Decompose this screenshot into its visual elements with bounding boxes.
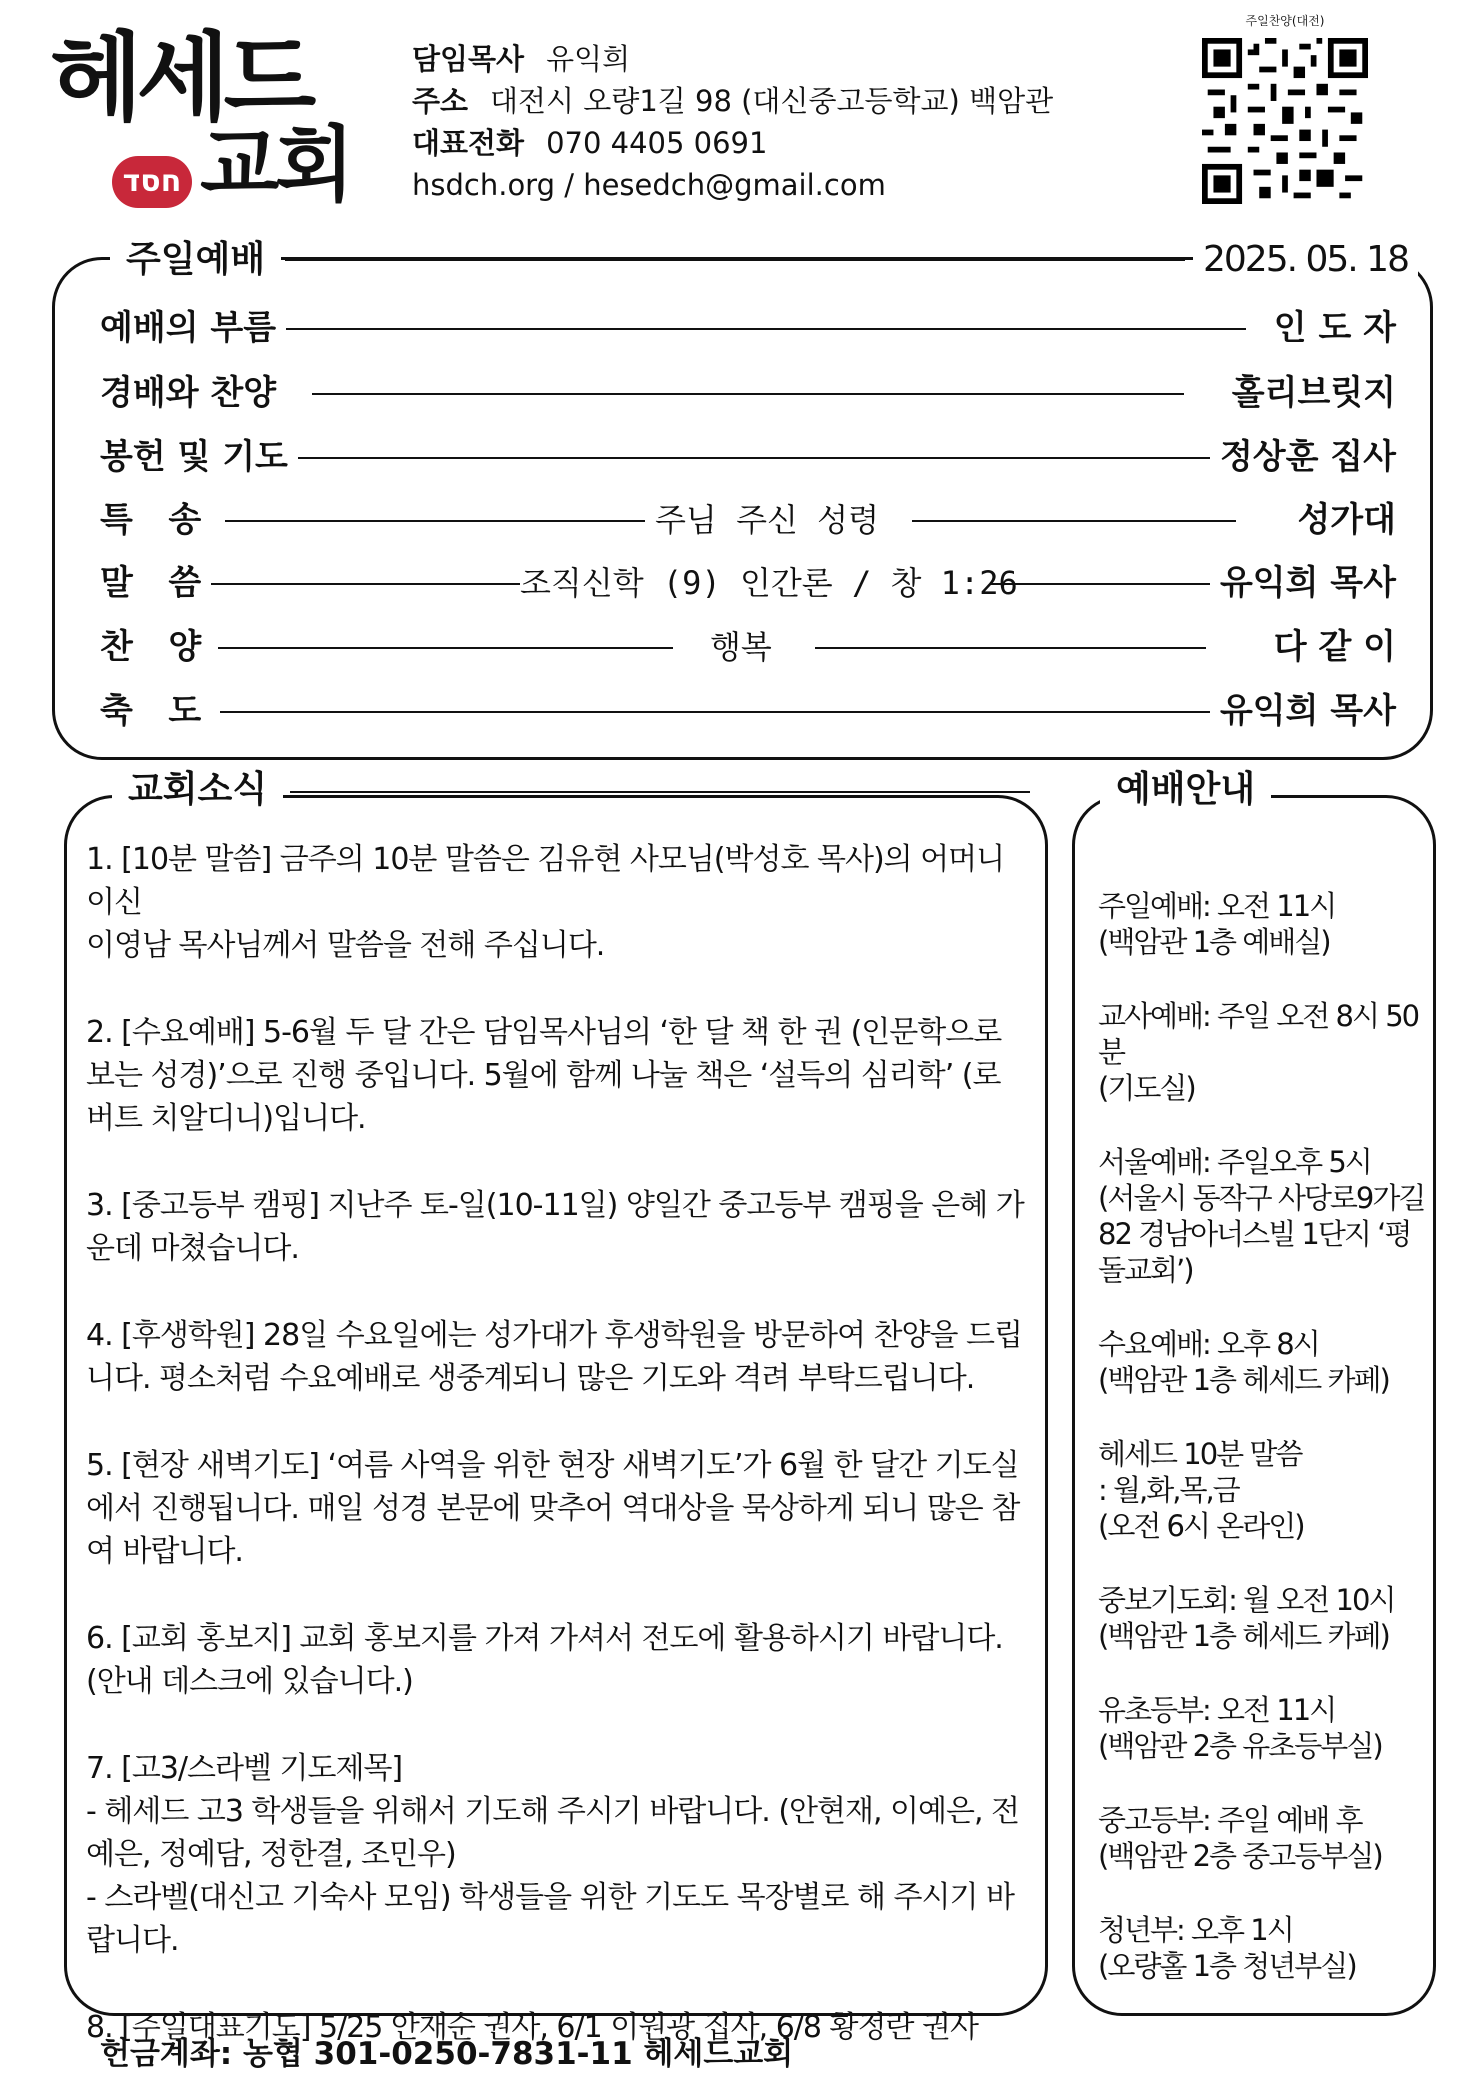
guide-item: 헤세드 10분 말씀 : 월,화,목,금 (오전 6시 온라인) [1098,1437,1304,1543]
order-middle: 조직신학 (9) 인간론 / 창 1:26 [520,564,1018,602]
guide-item: 중보기도회: 월 오전 10시 (백암관 1층 헤세드 카페) [1098,1583,1395,1653]
church-logo [50,21,370,213]
news-item: 2. [수요예배] 5-6월 두 달 간은 담임목사님의 ‘한 달 책 한 권 (인문학으로 보는 성경)’으로 진행 중입니다. 5월에 함께 나눌 책은 ‘설득의 심리학’ (로버트 치알디니)입니다. [86,1015,1002,1136]
order-row [100,368,1396,418]
pastor-label: 담임목사 [412,42,525,76]
address-value: 대전시 오량1길 98 (대신중고등학교) 백암관 [490,84,1054,118]
news-item: 7. [고3/스라벨 기도제목] - 헤세드 고3 학생들을 위해서 기도해 주시기 바랍니다. (안현재, 이예은, 전예은, 정예담, 정한결, 조민우) - 스라벨(대신고 기숙사 모임) 학생들을 위한 기도도 목장별로 해 주시기 바랍니다. [86,1751,1020,1958]
guide-item: 서울예배: 주일오후 5시 (서울시 동작구 사당로9가길 82 경남아너스빌 1단지 ‘평돌교회’) [1098,1145,1425,1287]
logo-text-line1: 헤세드 [50,21,311,134]
pastor-row [412,38,1053,80]
guide-item: 교사예배: 주일 오전 8시 50분 (기도실) [1098,999,1419,1105]
qr-code-icon[interactable] [1202,38,1368,204]
guide-item: 주일예배: 오전 11시 (백암관 1층 예배실) [1098,889,1336,959]
order-row [100,432,1396,482]
church-news-title: 교회소식 [112,768,283,812]
order-label: 예배의 부름 [100,303,286,353]
order-middle: 행복 [710,628,772,666]
phone-row [412,122,1053,164]
order-label: 축 도 [100,686,211,736]
news-item: 1. [10분 말씀] 금주의 10분 말씀은 김유현 사모님(박성호 목사)의 어머니이신 이영남 목사님께서 말씀을 전해 주십니다. [86,842,1005,963]
order-label: 말 씀 [100,558,211,608]
dotted-leader [280,457,1236,459]
news-item: 4. [후생학원] 28일 수요일에는 성가대가 후생학원을 방문하여 찬양을 드립니다. 평소처럼 수요예배로 생중계되니 많은 기도와 격려 부탁드립니다. [86,1318,1022,1396]
qr-caption: 주일찬양(대전) [1245,14,1325,28]
news-item: 8. [주일대표기도] 5/25 안재순 권사, 6/1 이원광 집사, 6/8 황정란 권사 [86,2010,978,2045]
worship-guide-title: 예배안내 [1100,768,1271,812]
pastor-value: 유익희 [546,42,631,76]
order-person: 유익희 목사 [1210,558,1396,608]
order-person: 유익희 목사 [1210,686,1396,736]
order-person: 성가대 [1287,495,1396,545]
guide-item: 수요예배: 오후 8시 (백암관 1층 헤세드 카페) [1098,1327,1389,1397]
order-person: 인 도 자 [1264,303,1396,353]
order-row [100,686,1396,736]
news-item: 6. [교회 홍보지] 교회 홍보지를 가져 가셔서 전도에 활용하시기 바랍니다. (안내 데스크에 있습니다.) [86,1621,1003,1699]
worship-title: 주일예배 [110,238,281,282]
logo-seal: חסד [112,156,192,208]
news-item: 5. [현장 새벽기도] ‘여름 사역을 위한 현장 새벽기도’가 6월 한 달간 기도실에서 진행됩니다. 매일 성경 본문에 맞추어 역대상을 묵상하게 되니 많은 참여 바랍니다. [86,1448,1020,1569]
church-info [412,38,1053,206]
church-news-list [86,838,1026,2093]
phone-value: 070 4405 0691 [546,126,768,160]
order-row [100,558,1396,608]
dotted-leader [225,520,645,522]
dotted-leader [218,647,673,649]
order-person: 정상훈 집사 [1210,432,1396,482]
guide-item: 중고등부: 주일 예배 후 (백암관 2층 중고등부실) [1098,1803,1382,1873]
dotted-leader [312,393,1184,395]
order-person: 홀리브릿지 [1222,368,1396,418]
phone-label: 대표전화 [412,126,525,160]
order-row [100,303,1396,353]
dotted-leader [815,647,1206,649]
dotted-leader [280,328,1246,330]
dotted-leader [200,583,520,585]
dotted-leader [990,583,1236,585]
worship-date: 2025. 05. 18 [1193,238,1418,282]
order-person: 다 같 이 [1264,622,1396,672]
order-label: 봉헌 및 기도 [100,432,298,482]
dotted-leader [912,520,1236,522]
guide-item: 청년부: 오후 1시 (오량홀 1층 청년부실) [1098,1913,1356,1983]
address-label: 주소 [412,84,469,118]
guide-item: 유초등부: 오전 11시 (백암관 2층 유초등부실) [1098,1693,1382,1763]
order-label: 특 송 [100,495,211,545]
title-rule [285,258,1185,262]
address-row [412,80,1053,122]
order-row [100,495,1396,545]
logo-text-line2: 교회 [200,117,351,213]
order-middle: 주님 주신 성령 [655,501,880,539]
worship-guide-list [1098,888,1428,2022]
offering-account: 헌금계좌: 농협 301-0250-7831-11 헤세드교회 [100,2036,794,2072]
news-item: 3. [중고등부 캠핑] 지난주 토-일(10-11일) 양일간 중고등부 캠핑을 은혜 가운데 마쳤습니다. [86,1188,1024,1266]
order-label: 찬 양 [100,622,211,672]
title-rule [290,790,1030,794]
web-link[interactable]: hsdch.org / hesedch@gmail.com [412,168,886,202]
dotted-leader [220,711,1236,713]
order-row [100,622,1396,672]
order-label: 경배와 찬양 [100,368,286,418]
